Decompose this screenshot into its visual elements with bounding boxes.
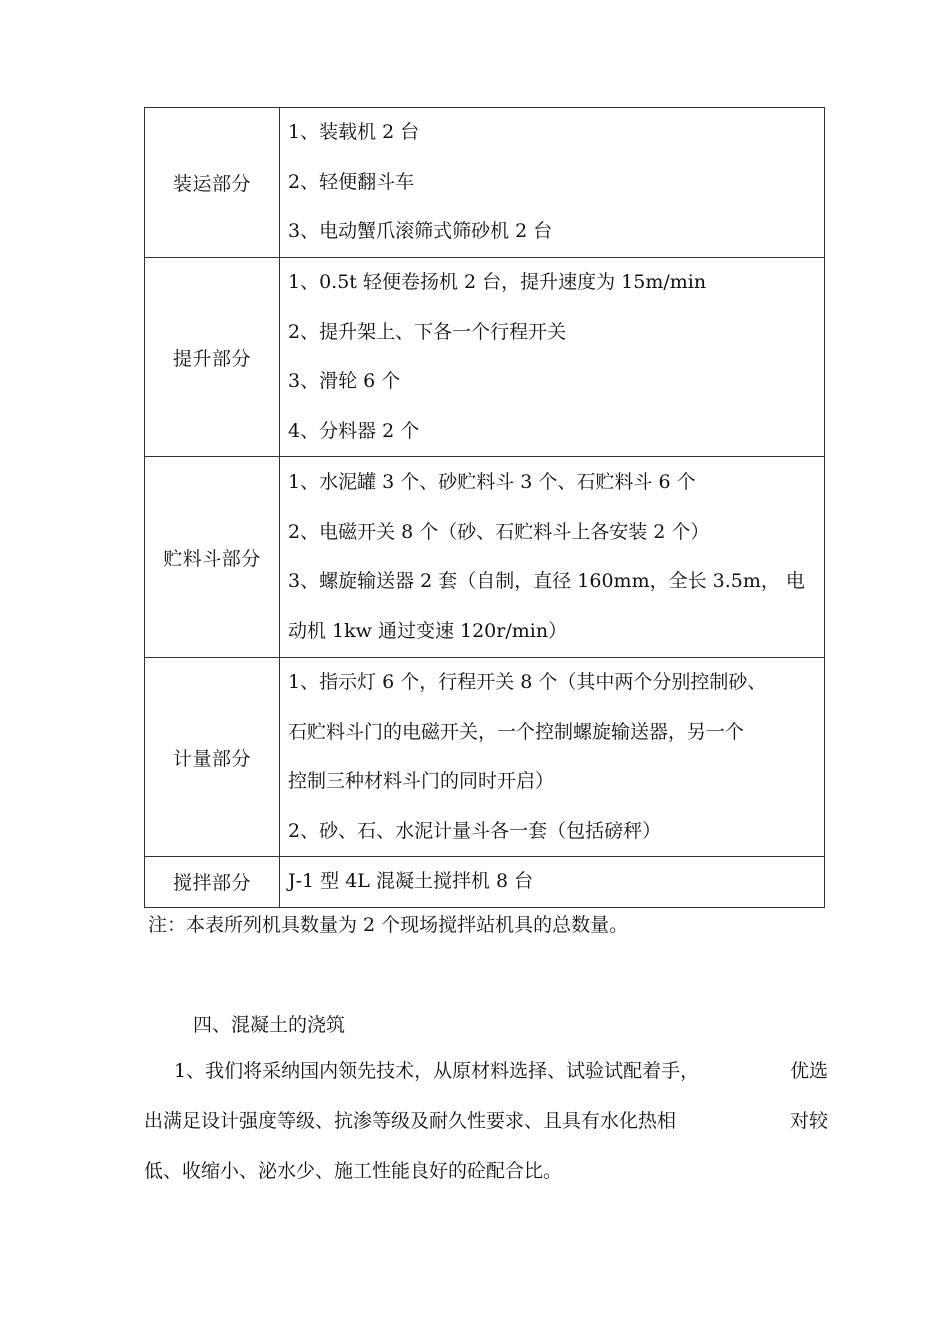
table-row bbox=[145, 857, 825, 908]
items-cell bbox=[280, 258, 825, 457]
table-note: 注：本表所列机具数量为 2 个现场搅拌站机具的总数量。 bbox=[148, 914, 629, 936]
paragraph-text: 优选 bbox=[789, 1060, 828, 1082]
paragraph-line bbox=[144, 1146, 828, 1196]
list-item: 石贮料斗门的电磁开关，一个控制螺旋输送器，另一个 bbox=[288, 720, 745, 743]
list-item: 动机 1kw 通过变速 120r/min） bbox=[288, 619, 568, 642]
list-item: 4、分料器 2 个 bbox=[288, 419, 420, 442]
equipment-table bbox=[144, 107, 825, 908]
list-item: 3、电动蟹爪滚筛式筛砂机 2 台 bbox=[288, 220, 553, 243]
list-item: 2、轻便翻斗车 bbox=[288, 170, 415, 193]
list-item: 1、水泥罐 3 个、砂贮料斗 3 个、石贮料斗 6 个 bbox=[288, 471, 696, 493]
category-cell: 装运部分 bbox=[145, 108, 280, 258]
table-row bbox=[145, 658, 825, 857]
category-cell: 计量部分 bbox=[145, 658, 280, 857]
list-item: 1、0.5t 轻便卷扬机 2 台，提升速度为 15m/min bbox=[288, 271, 707, 293]
items-cell bbox=[280, 457, 825, 658]
paragraph-text: 对较 bbox=[789, 1110, 828, 1132]
table-row bbox=[145, 258, 825, 457]
paragraph-line bbox=[144, 1046, 828, 1096]
list-item: 3、螺旋输送器 2 套（自制，直径 160mm，全长 3.5m， 电 bbox=[288, 570, 805, 592]
paragraph-line bbox=[144, 1096, 828, 1146]
category-cell: 贮料斗部分 bbox=[145, 457, 280, 658]
list-item: 2、砂、石、水泥计量斗各一套（包括磅秤） bbox=[288, 819, 662, 842]
list-item: 3、滑轮 6 个 bbox=[288, 370, 401, 392]
items-cell bbox=[280, 857, 825, 908]
paragraph-text: 出满足设计强度等级、抗渗等级及耐久性要求、且具有水化热相 bbox=[144, 1110, 677, 1132]
list-item: 1、指示灯 6 个，行程开关 8 个（其中两个分别控制砂、 bbox=[288, 671, 767, 693]
list-item: 2、电磁开关 8 个（砂、石贮料斗上各安装 2 个） bbox=[288, 520, 710, 543]
items-cell bbox=[280, 108, 825, 258]
items-cell bbox=[280, 658, 825, 857]
list-item: 1、装载机 2 台 bbox=[288, 121, 420, 144]
paragraph-text: 1、我们将采纳国内领先技术，从原材料选择、试验试配着手， bbox=[174, 1060, 700, 1082]
body-paragraph bbox=[144, 1046, 828, 1196]
table-row bbox=[145, 457, 825, 658]
list-item: 2、提升架上、下各一个行程开关 bbox=[288, 320, 567, 343]
list-item: J-1 型 4L 混凝土搅拌机 8 台 bbox=[288, 870, 534, 892]
section-heading: 四、混凝土的浇筑 bbox=[193, 1014, 346, 1036]
paragraph-text: 低、收缩小、泌水少、施工性能良好的砼配合比。 bbox=[144, 1160, 563, 1182]
category-cell: 搅拌部分 bbox=[145, 857, 280, 908]
category-cell: 提升部分 bbox=[145, 258, 280, 457]
list-item: 控制三种材料斗门的同时开启） bbox=[288, 770, 555, 792]
table-row bbox=[145, 108, 825, 258]
